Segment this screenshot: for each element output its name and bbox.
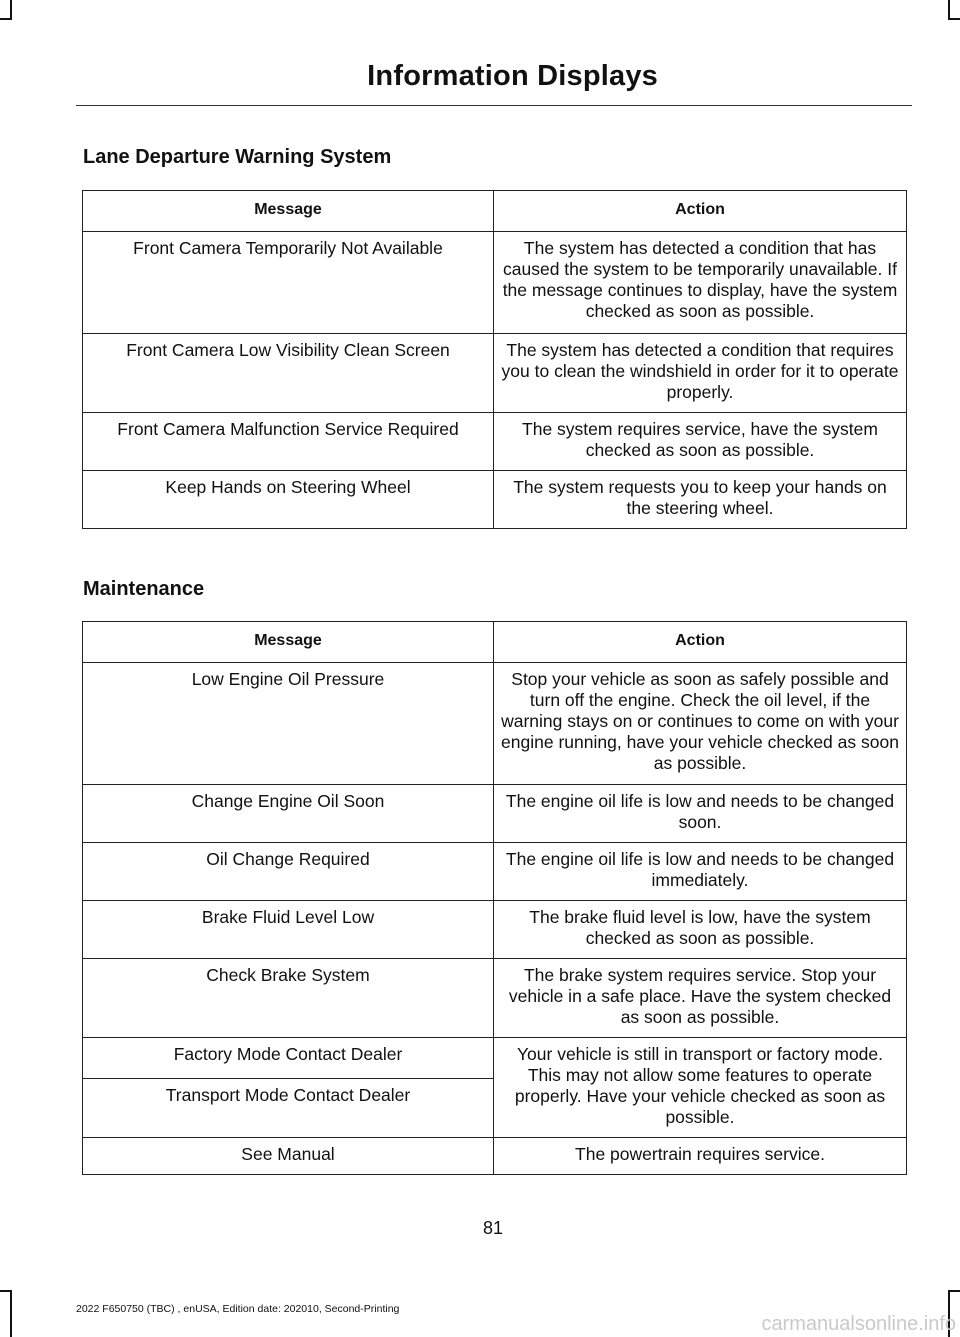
action-cell: The brake system requires service. Stop your vehicle in a safe place. Have the system checked as soon as possible. xyxy=(494,959,907,1038)
message-cell: Front Camera Malfunction Service Required xyxy=(83,413,494,471)
crop-mark xyxy=(10,0,12,20)
column-header-action: Action xyxy=(494,622,907,663)
crop-mark xyxy=(948,18,960,20)
chapter-title: Information Displays xyxy=(367,60,658,92)
page-number: 81 xyxy=(482,1218,504,1238)
watermark: carmanualsonline.info xyxy=(761,1313,956,1335)
section-title-lane-departure: Lane Departure Warning System xyxy=(83,146,392,168)
action-cell: The system has detected a condition that has caused the system to be temporarily unavailable. If the message continues to display, have the system checked as soon as possible. xyxy=(494,232,907,334)
crop-mark xyxy=(948,0,950,20)
action-cell: The brake fluid level is low, have the system checked as soon as possible. xyxy=(494,901,907,959)
message-cell: Brake Fluid Level Low xyxy=(83,901,494,959)
table-header-row xyxy=(83,191,907,232)
column-header-action: Action xyxy=(494,191,907,232)
crop-mark xyxy=(0,1290,12,1292)
table-row xyxy=(83,334,907,413)
message-cell: Transport Mode Contact Dealer xyxy=(83,1078,494,1137)
maintenance-table xyxy=(82,621,907,1175)
action-cell: Stop your vehicle as soon as safely possible and turn off the engine. Check the oil level, if the warning stays on or continues to come on with your engine running, have your vehicle checked as soon as possible. xyxy=(494,663,907,785)
crop-mark xyxy=(948,1290,960,1292)
message-cell: Factory Mode Contact Dealer xyxy=(83,1038,494,1079)
crop-mark xyxy=(10,1290,12,1337)
table-row xyxy=(83,785,907,843)
action-cell: The engine oil life is low and needs to be changed soon. xyxy=(494,785,907,843)
table-row xyxy=(83,959,907,1038)
table-row xyxy=(83,1138,907,1175)
table-row xyxy=(83,843,907,901)
table-row xyxy=(83,663,907,785)
message-cell: See Manual xyxy=(83,1138,494,1175)
edition-footer: 2022 F650750 (TBC) , enUSA, Edition date: 202010, Second-Printing xyxy=(76,1303,400,1315)
table-row xyxy=(83,471,907,529)
crop-mark xyxy=(0,18,12,20)
message-cell: Change Engine Oil Soon xyxy=(83,785,494,843)
column-header-message: Message xyxy=(83,191,494,232)
action-cell: The powertrain requires service. xyxy=(494,1138,907,1175)
action-cell: The system requires service, have the system checked as soon as possible. xyxy=(494,413,907,471)
table-row xyxy=(83,413,907,471)
action-cell: Your vehicle is still in transport or factory mode. This may not allow some features to operate properly. Have your vehicle checked as soon as possible. xyxy=(494,1038,907,1138)
table-row xyxy=(83,232,907,334)
table-row xyxy=(83,1038,907,1079)
action-cell: The system has detected a condition that requires you to clean the windshield in order for it to operate properly. xyxy=(494,334,907,413)
message-cell: Front Camera Low Visibility Clean Screen xyxy=(83,334,494,413)
message-cell: Keep Hands on Steering Wheel xyxy=(83,471,494,529)
message-cell: Front Camera Temporarily Not Available xyxy=(83,232,494,334)
table-row xyxy=(83,901,907,959)
table-header-row xyxy=(83,622,907,663)
column-header-message: Message xyxy=(83,622,494,663)
message-cell: Low Engine Oil Pressure xyxy=(83,663,494,785)
action-cell: The system requests you to keep your hands on the steering wheel. xyxy=(494,471,907,529)
section-title-maintenance: Maintenance xyxy=(83,578,205,600)
header-rule xyxy=(76,105,912,106)
lane-departure-table xyxy=(82,190,907,529)
message-cell: Oil Change Required xyxy=(83,843,494,901)
action-cell: The engine oil life is low and needs to be changed immediately. xyxy=(494,843,907,901)
message-cell: Check Brake System xyxy=(83,959,494,1038)
